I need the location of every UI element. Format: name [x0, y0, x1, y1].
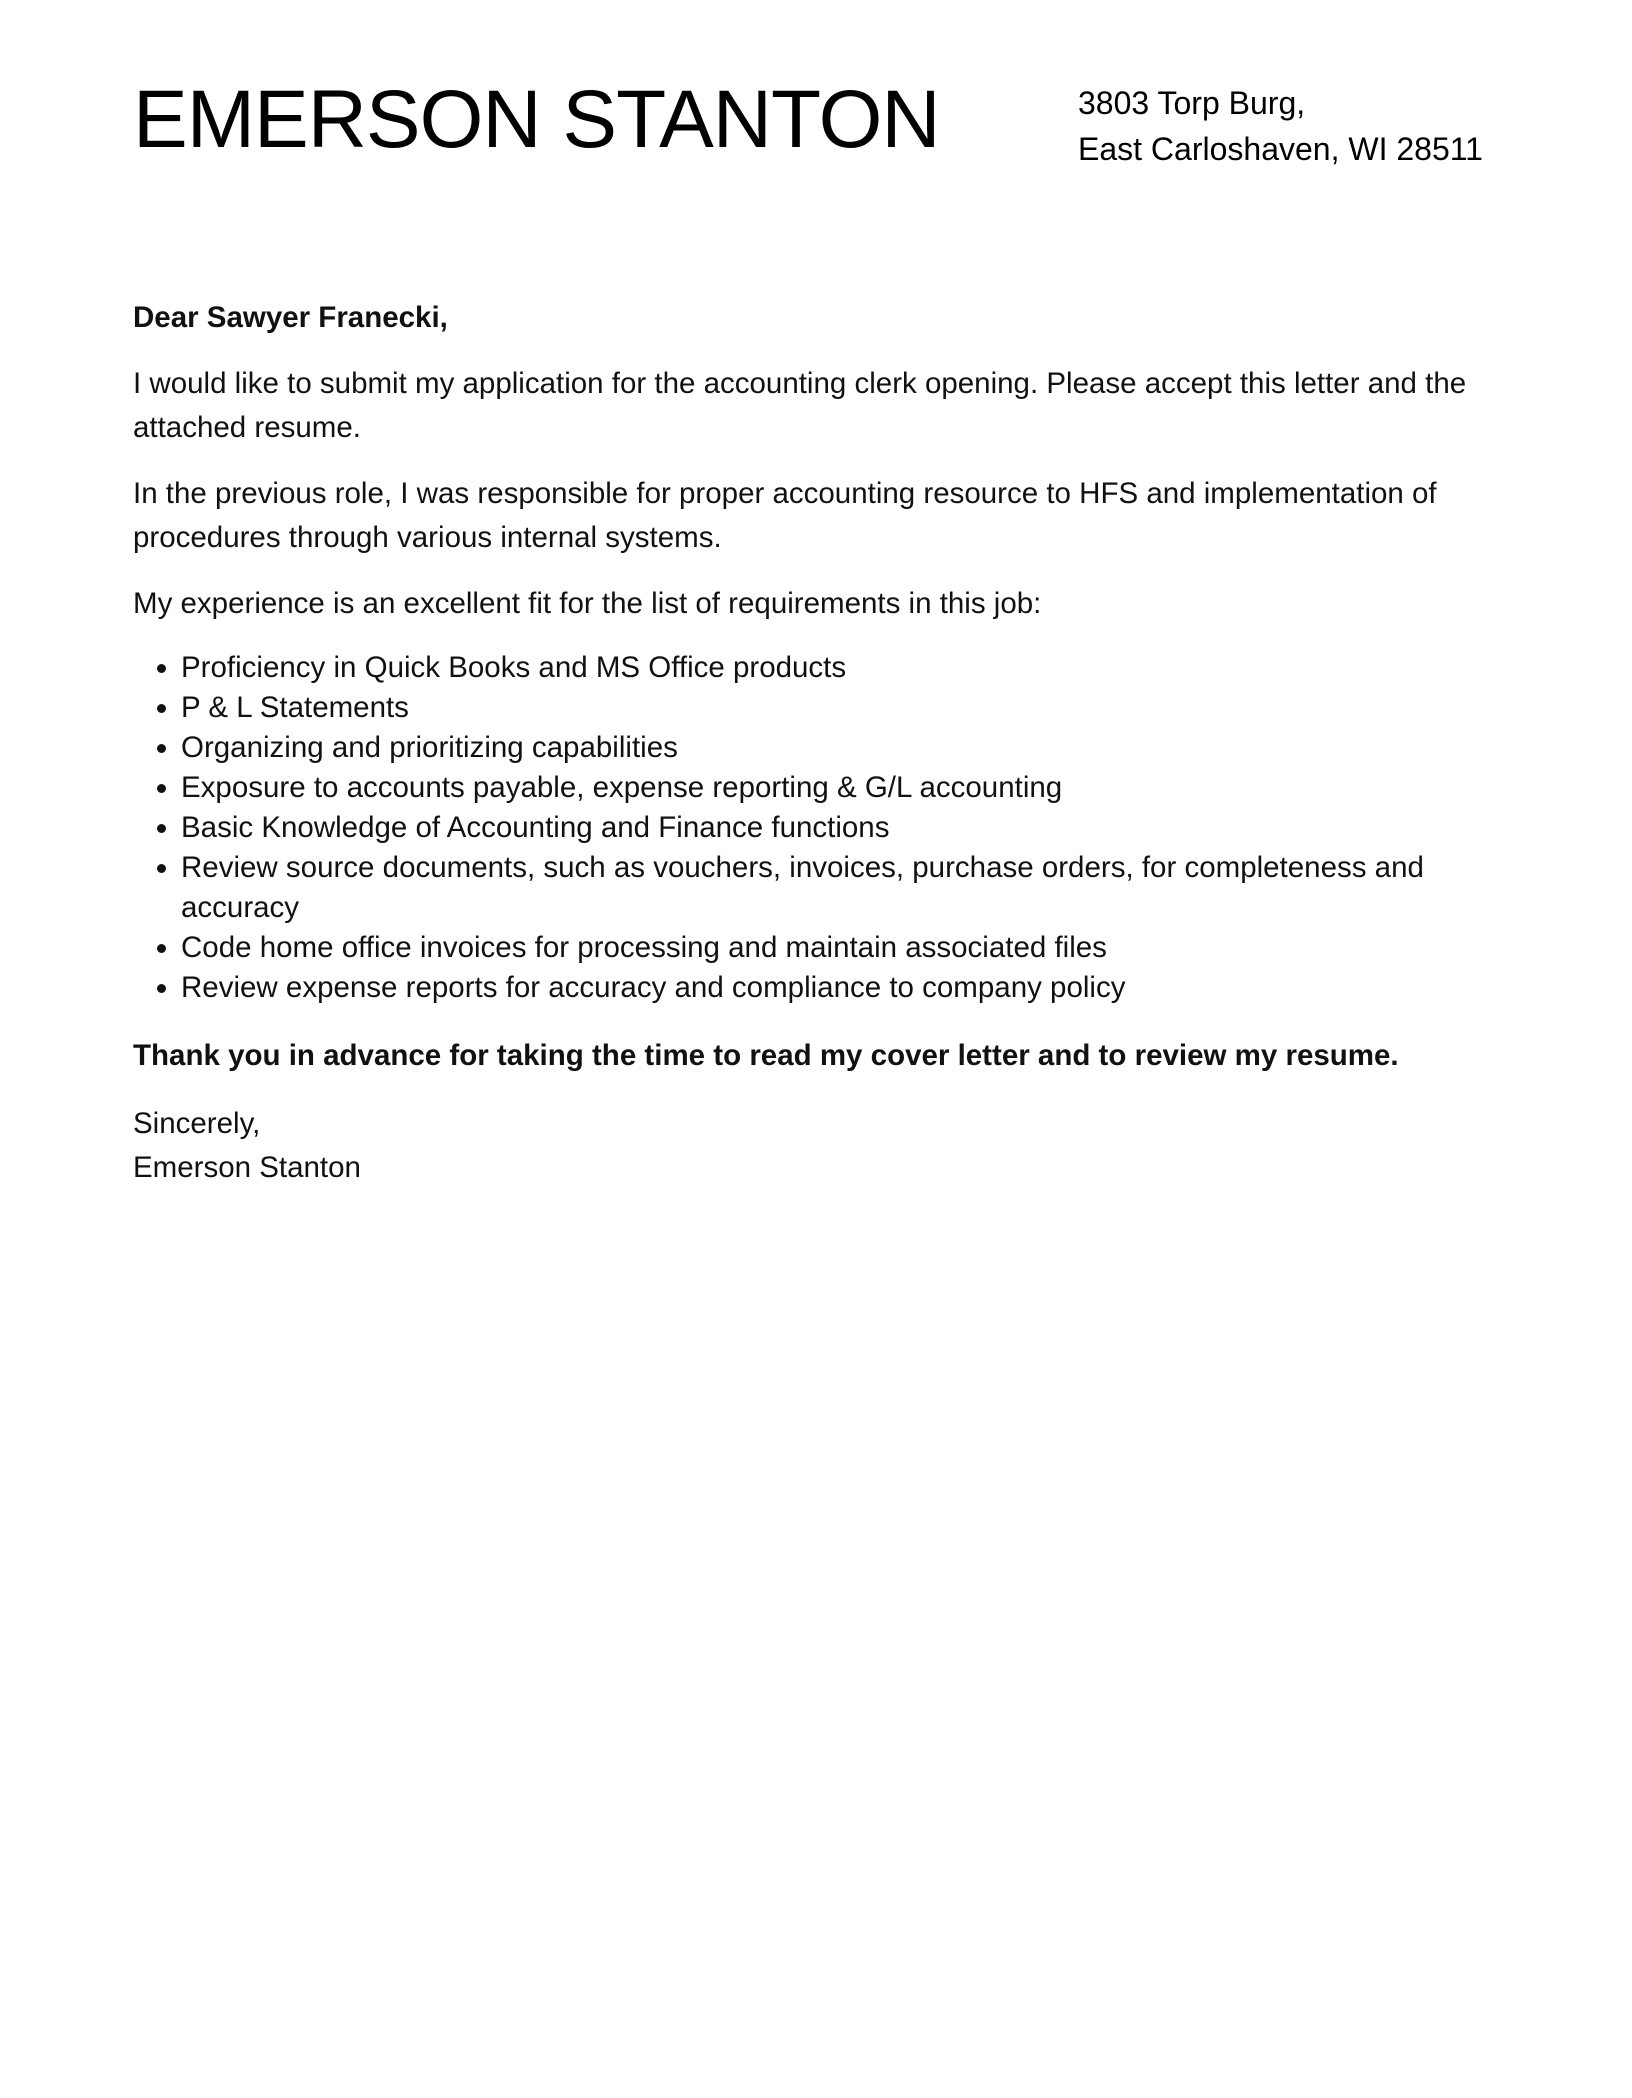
applicant-name: EMERSON STANTON [133, 74, 940, 165]
list-item: • Review expense reports for accuracy and compliance to company policy [181, 968, 1499, 1008]
address-line-1: 3803 Torp Burg, [1078, 85, 1306, 121]
letter-body [133, 296, 1499, 1212]
requirements-list [133, 648, 1499, 1008]
letter-header [133, 70, 1499, 190]
paragraph-intro: I would like to submit my application for the accounting clerk opening. Please accept this letter and the attached resume. [133, 367, 1467, 444]
paragraph-requirements-intro: My experience is an excellent fit for the list of requirements in this job: [133, 587, 1042, 620]
signoff-block [133, 1102, 1499, 1190]
list-item: • Basic Knowledge of Accounting and Finance functions [181, 808, 1499, 848]
address-line-2: East Carloshaven, WI 28511 [1078, 131, 1483, 167]
list-item: • Proficiency in Quick Books and MS Office products [181, 648, 1499, 688]
greeting: Dear Sawyer Franecki, [133, 301, 448, 334]
signature-name: Emerson Stanton [133, 1151, 361, 1184]
paragraph-previous-role: In the previous role, I was responsible for proper accounting resource to HFS and implementation of procedures through various internal systems. [133, 477, 1437, 554]
list-item: • P & L Statements [181, 688, 1499, 728]
list-item: • Code home office invoices for processing and maintain associated files [181, 928, 1499, 968]
list-item: • Review source documents, such as vouchers, invoices, purchase orders, for completeness and accuracy [181, 848, 1499, 928]
applicant-address [1078, 80, 1483, 172]
list-item: • Exposure to accounts payable, expense reporting & G/L accounting [181, 768, 1499, 808]
signoff: Sincerely, [133, 1107, 261, 1140]
list-item: • Organizing and prioritizing capabilities [181, 728, 1499, 768]
closing-note: Thank you in advance for taking the time to read my cover letter and to review my resume. [133, 1039, 1399, 1072]
